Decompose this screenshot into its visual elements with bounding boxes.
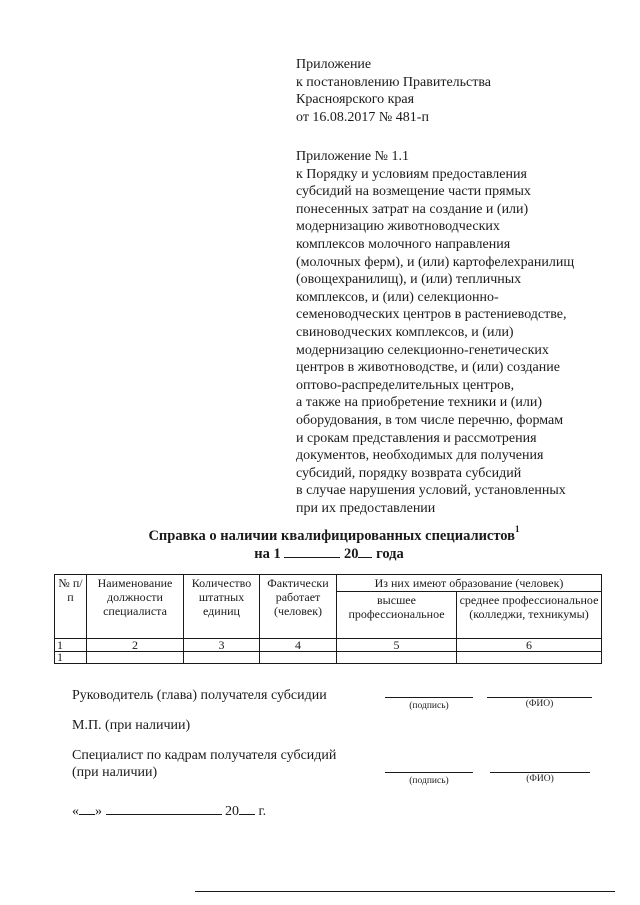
footnote-separator [195,891,615,892]
table-cell: 1 [55,639,87,652]
document-title [0,522,640,563]
table-cell: 2 [87,639,184,652]
table-cell [337,652,457,664]
name-caption: (ФИО) [525,699,554,709]
title-line-2 [0,545,640,563]
header-actually-working: Фактически работает (человек) [260,575,337,639]
date-close-quote: » [95,804,102,819]
sub-appendix-line: документов, необходимых для получения [296,448,544,464]
header-position: Наименование должности специалиста [87,575,184,639]
table-cell [184,652,260,664]
year-blank [239,814,255,815]
sub-appendix-line: при их предоставлении [296,500,436,516]
sub-appendix-line: оборудования, в том числе перечню, формам [296,412,564,428]
sub-appendix-line: в случае нарушения условий, установленных [296,483,566,499]
hr-signature-line [385,772,473,773]
table-row [55,652,602,664]
date-open-quote: « [72,804,79,819]
sub-appendix-line: свиноводческих комплексов, и (или) [296,324,514,340]
table-cell: 4 [260,639,337,652]
sub-appendix-line: (молочных ферм), и (или) картофелехранилищ [296,254,575,270]
sub-appendix-header [296,148,574,517]
month-blank [106,814,222,815]
sub-appendix-line: центров в животноводстве, и (или) создание [296,360,560,376]
sub-appendix-line: (овощехранилищ), и (или) тепличных [296,272,522,288]
sub-appendix-line: субсидий, порядку возврата субсидий [296,465,522,481]
title-date-prefix: на 1 [254,545,281,562]
header-education-group: Из них имеют образование (человек) [337,575,602,592]
sub-appendix-line: и срокам представления и рассмотрения [296,430,537,446]
hr-label-line-1: Специалист по кадрам получателя субсидий [72,748,337,763]
hr-label-line-2: (при наличии) [72,765,158,780]
header-higher-education: высшее профессиональное [337,592,457,639]
signature-caption: (подпись) [409,701,449,711]
year-blank [358,557,372,558]
header-num: № п/п [55,575,87,639]
footnote-mark: 1 [515,524,520,534]
sub-appendix-line: субсидий на возмещение части прямых [296,184,531,200]
hr-name-line [490,772,590,773]
header-secondary-education: среднее профессиональное (колледжи, техникумы) [457,592,602,639]
date-blank [284,557,340,558]
seal-label: М.П. (при наличии) [72,718,191,733]
title-date-year: 20 [343,545,359,562]
sub-appendix-line: а также на приобретение техники и (или) [296,395,542,411]
appendix-line: Красноярского края [296,92,415,108]
sub-appendix-line: комплексов молочного направления [296,236,511,252]
date-year: 20 [225,804,239,819]
table-header-row [55,575,602,592]
sub-appendix-line: понесенных затрат на создание и (или) [296,201,529,217]
table-cell [87,652,184,664]
sub-appendix-line: модернизацию животноводческих [296,219,500,235]
signature-caption: (подпись) [409,776,449,786]
sub-appendix-line: оптово-распределительных центров, [296,377,515,393]
name-caption: (ФИО) [526,774,554,784]
appendix-line: к постановлению Правительства [296,74,492,90]
head-signature-line [385,697,473,698]
date-suffix: г. [258,804,267,819]
head-label: Руководитель (глава) получателя субсидии [72,688,327,703]
appendix-line: от 16.08.2017 № 481-п [296,109,429,125]
title-text: Справка о наличии квалифицированных специалистов [148,527,516,544]
title-date-suffix: года [376,545,404,562]
table-cell: 3 [184,639,260,652]
appendix-header [296,56,491,126]
appendix-line: Приложение [296,57,372,72]
sub-appendix-line: модернизацию селекционно-генетических [296,342,549,358]
table-numbering-row [55,639,602,652]
table-cell: 5 [337,639,457,652]
specialists-table [54,574,602,664]
date-line [72,803,266,820]
day-blank [79,814,95,815]
table-cell: 6 [457,639,602,652]
sub-appendix-title: Приложение № 1.1 [296,149,409,164]
hr-label [72,747,382,781]
table-cell [457,652,602,664]
sub-appendix-line: к Порядку и условиям предоставления [296,166,527,182]
title-line-1 [0,522,640,545]
table-cell: 1 [55,652,87,664]
head-name-line [487,697,592,698]
table-cell [260,652,337,664]
sub-appendix-line: комплексов, и (или) селекционно- [296,289,499,305]
header-staff-units: Количество штатных единиц [184,575,260,639]
sub-appendix-line: семеноводческих центров в растениеводстве, [296,307,567,323]
